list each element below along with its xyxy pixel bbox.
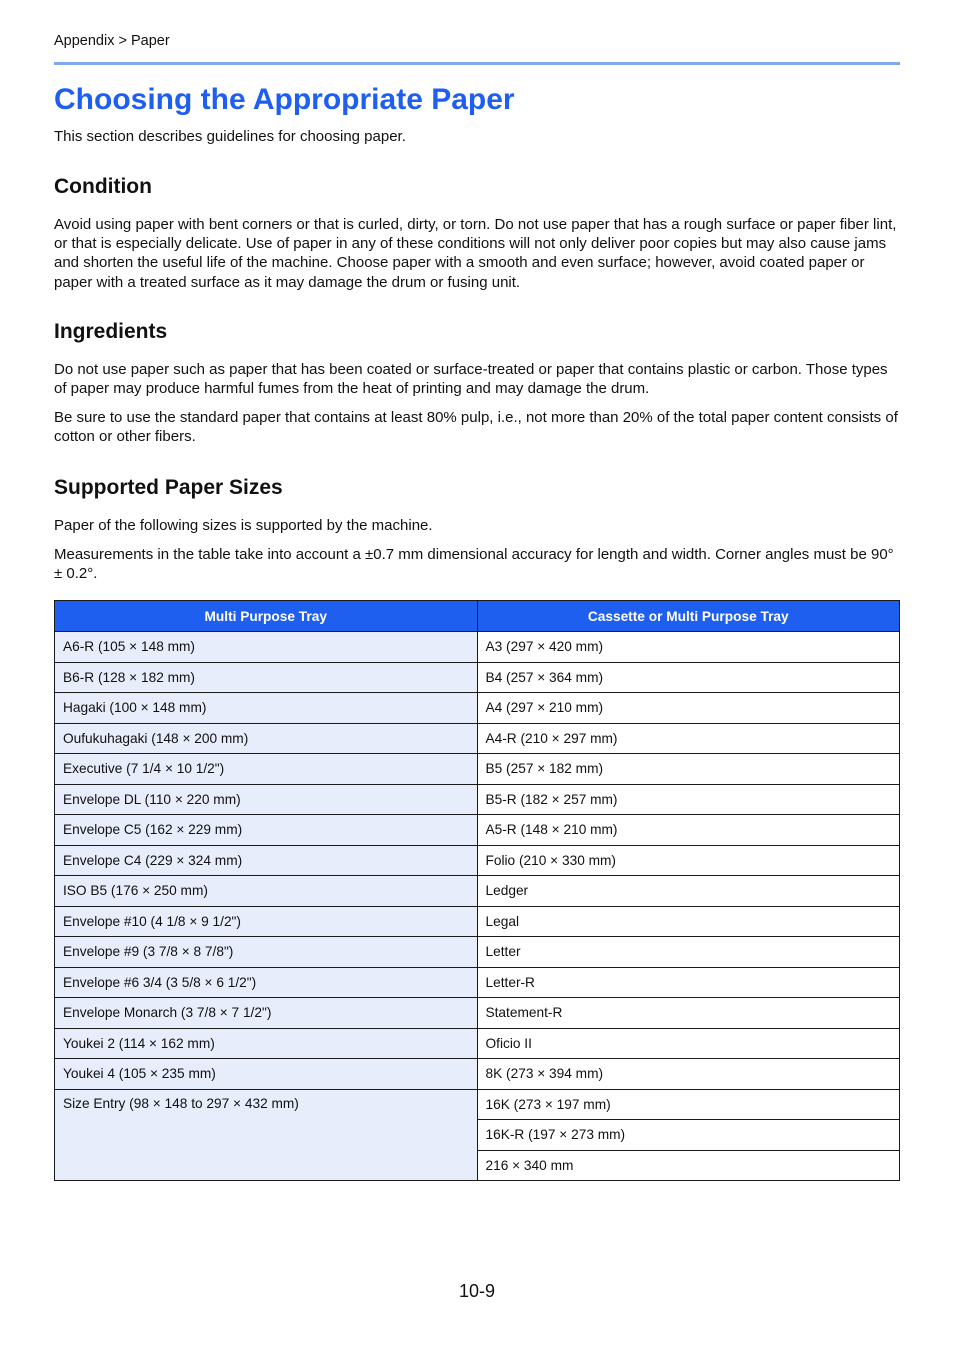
breadcrumb: Appendix > Paper [54, 33, 170, 49]
table-row [55, 906, 900, 937]
table-row [55, 723, 900, 754]
page-number: 10-9 [459, 1281, 496, 1301]
table-header-row [55, 601, 900, 632]
table-cell: Envelope Monarch (3 7/8 × 7 1/2") [55, 998, 478, 1029]
table-cell: B5 (257 × 182 mm) [477, 754, 900, 785]
header-rule [54, 62, 900, 65]
table-row [55, 1059, 900, 1090]
table-row [55, 784, 900, 815]
ingredients-text-2: Be sure to use the standard paper that contains at least 80% pulp, i.e., not more than 20% of the total paper content consists of cotton or other fibers. [54, 409, 898, 446]
table-cell: 16K-R (197 × 273 mm) [477, 1120, 900, 1151]
table-cell: A3 (297 × 420 mm) [477, 632, 900, 663]
table-cell: Legal [477, 906, 900, 937]
table-cell: Letter-R [477, 967, 900, 998]
table-cell: Oficio II [477, 1028, 900, 1059]
table-cell: Statement-R [477, 998, 900, 1029]
table-cell: Youkei 2 (114 × 162 mm) [55, 1028, 478, 1059]
table-cell: Letter [477, 937, 900, 968]
table-cell: B6-R (128 × 182 mm) [55, 662, 478, 693]
table-cell: Oufukuhagaki (148 × 200 mm) [55, 723, 478, 754]
table-row [55, 815, 900, 846]
column-header-cassette-or-mpt: Cassette or Multi Purpose Tray [477, 601, 900, 632]
table-row [55, 1028, 900, 1059]
table-row [55, 754, 900, 785]
ingredients-text-1: Do not use paper such as paper that has been coated or surface-treated or paper that contains plastic or carbon. Those types of paper may produce harmful fumes from the heat of printing and may damage the drum. [54, 361, 888, 398]
table-cell: Envelope C4 (229 × 324 mm) [55, 845, 478, 876]
paper-sizes-table [54, 600, 900, 1181]
table-row [55, 662, 900, 693]
table-row [55, 845, 900, 876]
intro-text: This section describes guidelines for choosing paper. [54, 128, 406, 145]
table-row [55, 693, 900, 724]
condition-text: Avoid using paper with bent corners or that is curled, dirty, or torn. Do not use paper that has a rough surface or paper fiber lint, or that is especially delicate. Use of paper in any of these conditions will not only deliver poor copies but may also cause jams and shorten the useful life of the machine. Choose paper with a smooth and even surface; however, avoid coated paper or paper with a treated surface as it may damage the drum or fusing unit. [54, 216, 897, 291]
table-row [55, 632, 900, 663]
table-cell: Envelope #10 (4 1/8 × 9 1/2") [55, 906, 478, 937]
table-cell: Hagaki (100 × 148 mm) [55, 693, 478, 724]
table-row [55, 876, 900, 907]
table-cell: Youkei 4 (105 × 235 mm) [55, 1059, 478, 1090]
table-cell-size-entry: Size Entry (98 × 148 to 297 × 432 mm) [55, 1089, 478, 1181]
table-cell: B5-R (182 × 257 mm) [477, 784, 900, 815]
table-cell: Envelope #6 3/4 (3 5/8 × 6 1/2") [55, 967, 478, 998]
page-title: Choosing the Appropriate Paper [54, 83, 515, 116]
table-cell: 216 × 340 mm [477, 1150, 900, 1181]
table-cell: Envelope #9 (3 7/8 × 8 7/8") [55, 937, 478, 968]
table-cell: Envelope C5 (162 × 229 mm) [55, 815, 478, 846]
table-cell: Ledger [477, 876, 900, 907]
table-row [55, 998, 900, 1029]
table-row [55, 1089, 900, 1120]
table-cell: ISO B5 (176 × 250 mm) [55, 876, 478, 907]
table-cell: A5-R (148 × 210 mm) [477, 815, 900, 846]
table-cell: A6-R (105 × 148 mm) [55, 632, 478, 663]
table-cell: Folio (210 × 330 mm) [477, 845, 900, 876]
table-cell: A4-R (210 × 297 mm) [477, 723, 900, 754]
table-row [55, 967, 900, 998]
sizes-heading: Supported Paper Sizes [54, 476, 283, 499]
table-cell: B4 (257 × 364 mm) [477, 662, 900, 693]
table-row [55, 937, 900, 968]
sizes-text-2: Measurements in the table take into account a ±0.7 mm dimensional accuracy for length and width. Corner angles must be 90° ± 0.2°. [54, 546, 894, 583]
table-cell: 8K (273 × 394 mm) [477, 1059, 900, 1090]
condition-heading: Condition [54, 175, 152, 198]
table-cell: A4 (297 × 210 mm) [477, 693, 900, 724]
ingredients-heading: Ingredients [54, 320, 168, 343]
column-header-multi-purpose-tray: Multi Purpose Tray [55, 601, 478, 632]
sizes-text-1: Paper of the following sizes is supported by the machine. [54, 517, 433, 534]
table-cell: 16K (273 × 197 mm) [477, 1089, 900, 1120]
table-cell: Envelope DL (110 × 220 mm) [55, 784, 478, 815]
table-cell: Executive (7 1/4 × 10 1/2") [55, 754, 478, 785]
